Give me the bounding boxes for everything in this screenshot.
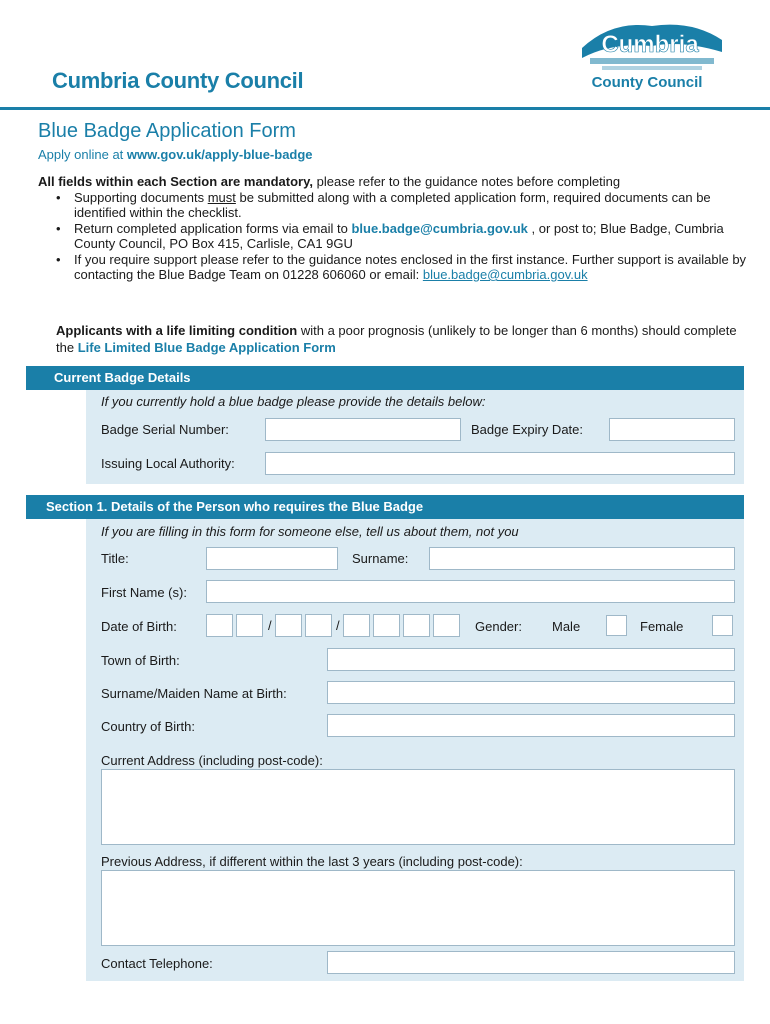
mandatory-rest: please refer to the guidance notes before completing bbox=[313, 174, 621, 189]
panel-margin bbox=[26, 390, 86, 484]
dob-label: Date of Birth: bbox=[101, 619, 177, 634]
badge-expiry-label: Badge Expiry Date: bbox=[471, 422, 584, 437]
previous-address-textarea[interactable] bbox=[101, 870, 735, 946]
must-emphasis: must bbox=[207, 189, 236, 205]
title-input[interactable] bbox=[206, 547, 338, 570]
badge-expiry-input[interactable] bbox=[609, 418, 735, 441]
badge-serial-input[interactable] bbox=[265, 418, 461, 441]
male-label: Male bbox=[552, 619, 581, 634]
male-checkbox[interactable] bbox=[606, 615, 627, 636]
mandatory-notice bbox=[38, 174, 753, 190]
issuing-authority-input[interactable] bbox=[265, 452, 735, 475]
panel-margin bbox=[26, 519, 86, 981]
life-limited-bold: Applicants with a life limiting condition bbox=[56, 323, 298, 338]
dob-month-digit[interactable] bbox=[275, 614, 302, 637]
section1-instruction: If you are filling in this form for someone else, tell us about them, not you bbox=[101, 524, 519, 539]
dob-separator: / bbox=[336, 618, 340, 633]
header-divider bbox=[0, 107, 770, 110]
current-address-label: Current Address (including post-code): bbox=[101, 753, 323, 768]
country-of-birth-input[interactable] bbox=[327, 714, 735, 737]
title-label: Title: bbox=[101, 551, 129, 566]
mandatory-bold: All fields within each Section are mandatory, bbox=[38, 174, 313, 189]
previous-address-label: Previous Address, if different within the last 3 years (including post-code): bbox=[101, 854, 523, 869]
dob-year-digit[interactable] bbox=[433, 614, 460, 637]
surname-label: Surname: bbox=[352, 551, 409, 566]
logo-caption: County Council bbox=[591, 74, 703, 91]
dob-year-digit[interactable] bbox=[403, 614, 430, 637]
apply-prefix: Apply online at bbox=[38, 147, 127, 162]
svg-text:Cumbria: Cumbria bbox=[601, 31, 699, 58]
first-name-label: First Name (s): bbox=[101, 585, 187, 600]
page-header bbox=[0, 0, 770, 112]
list-item bbox=[54, 252, 753, 283]
maiden-name-input[interactable] bbox=[327, 681, 735, 704]
issuing-authority-label: Issuing Local Authority: bbox=[101, 456, 235, 471]
section1-heading: Section 1. Details of the Person who requires the Blue Badge bbox=[26, 495, 744, 519]
current-address-textarea[interactable] bbox=[101, 769, 735, 845]
bullet1-text-a: Supporting documents bbox=[74, 189, 208, 205]
first-name-input[interactable] bbox=[206, 580, 735, 603]
support-email-link[interactable]: blue.badge@cumbria.gov.uk bbox=[422, 267, 588, 282]
dob-year-digit[interactable] bbox=[373, 614, 400, 637]
guidance-list bbox=[54, 190, 753, 283]
contact-telephone-label: Contact Telephone: bbox=[101, 956, 213, 971]
bullet2-text-a: Return completed application forms via email to bbox=[74, 220, 352, 236]
country-of-birth-label: Country of Birth: bbox=[101, 719, 195, 734]
list-item bbox=[54, 221, 753, 252]
current-badge-instruction: If you currently hold a blue badge please provide the details below: bbox=[101, 394, 486, 409]
female-checkbox[interactable] bbox=[712, 615, 733, 636]
town-of-birth-label: Town of Birth: bbox=[101, 653, 180, 668]
badge-serial-label: Badge Serial Number: bbox=[101, 422, 229, 437]
dob-year-digit[interactable] bbox=[343, 614, 370, 637]
contact-telephone-input[interactable] bbox=[327, 951, 735, 974]
bullet2-text-b: , or post to; Blue Badge, Cumbria County Council, PO Box 415, Carlisle, CA1 9GU bbox=[74, 220, 724, 251]
maiden-name-label: Surname/Maiden Name at Birth: bbox=[101, 686, 287, 701]
email-link[interactable]: blue.badge@cumbria.gov.uk bbox=[351, 220, 528, 236]
dob-month-digit[interactable] bbox=[305, 614, 332, 637]
cumbria-logo-icon bbox=[572, 18, 732, 78]
surname-input[interactable] bbox=[429, 547, 735, 570]
dob-day-digit[interactable] bbox=[206, 614, 233, 637]
town-of-birth-input[interactable] bbox=[327, 648, 735, 671]
life-limited-rest: with a poor prognosis (unlikely to be longer than 6 months) should complete the bbox=[56, 323, 737, 355]
dob-day-digit[interactable] bbox=[236, 614, 263, 637]
apply-online-link[interactable]: www.gov.uk/apply-blue-badge bbox=[126, 147, 313, 162]
current-badge-heading: Current Badge Details bbox=[26, 366, 744, 390]
apply-online-line bbox=[38, 147, 313, 162]
cumbria-logo bbox=[572, 18, 732, 100]
bullet3-text-a: If you require support please refer to the guidance notes enclosed in the first instance. Further support is available by contacting the Blue Badge Team on 01228 606060 or email: bbox=[74, 251, 747, 282]
intro-text bbox=[38, 174, 753, 283]
female-label: Female bbox=[640, 619, 684, 634]
list-item bbox=[54, 190, 753, 221]
form-title: Blue Badge Application Form bbox=[38, 120, 296, 142]
bullet1-text-b: be submitted along with a completed application form, required documents can be identified within the checklist. bbox=[74, 189, 711, 220]
life-limited-form-link[interactable]: Life Limited Blue Badge Application Form bbox=[77, 340, 336, 355]
life-limited-notice bbox=[56, 322, 746, 356]
dob-separator: / bbox=[268, 618, 272, 633]
council-name: Cumbria County Council bbox=[52, 68, 304, 93]
gender-label: Gender: bbox=[475, 619, 522, 634]
